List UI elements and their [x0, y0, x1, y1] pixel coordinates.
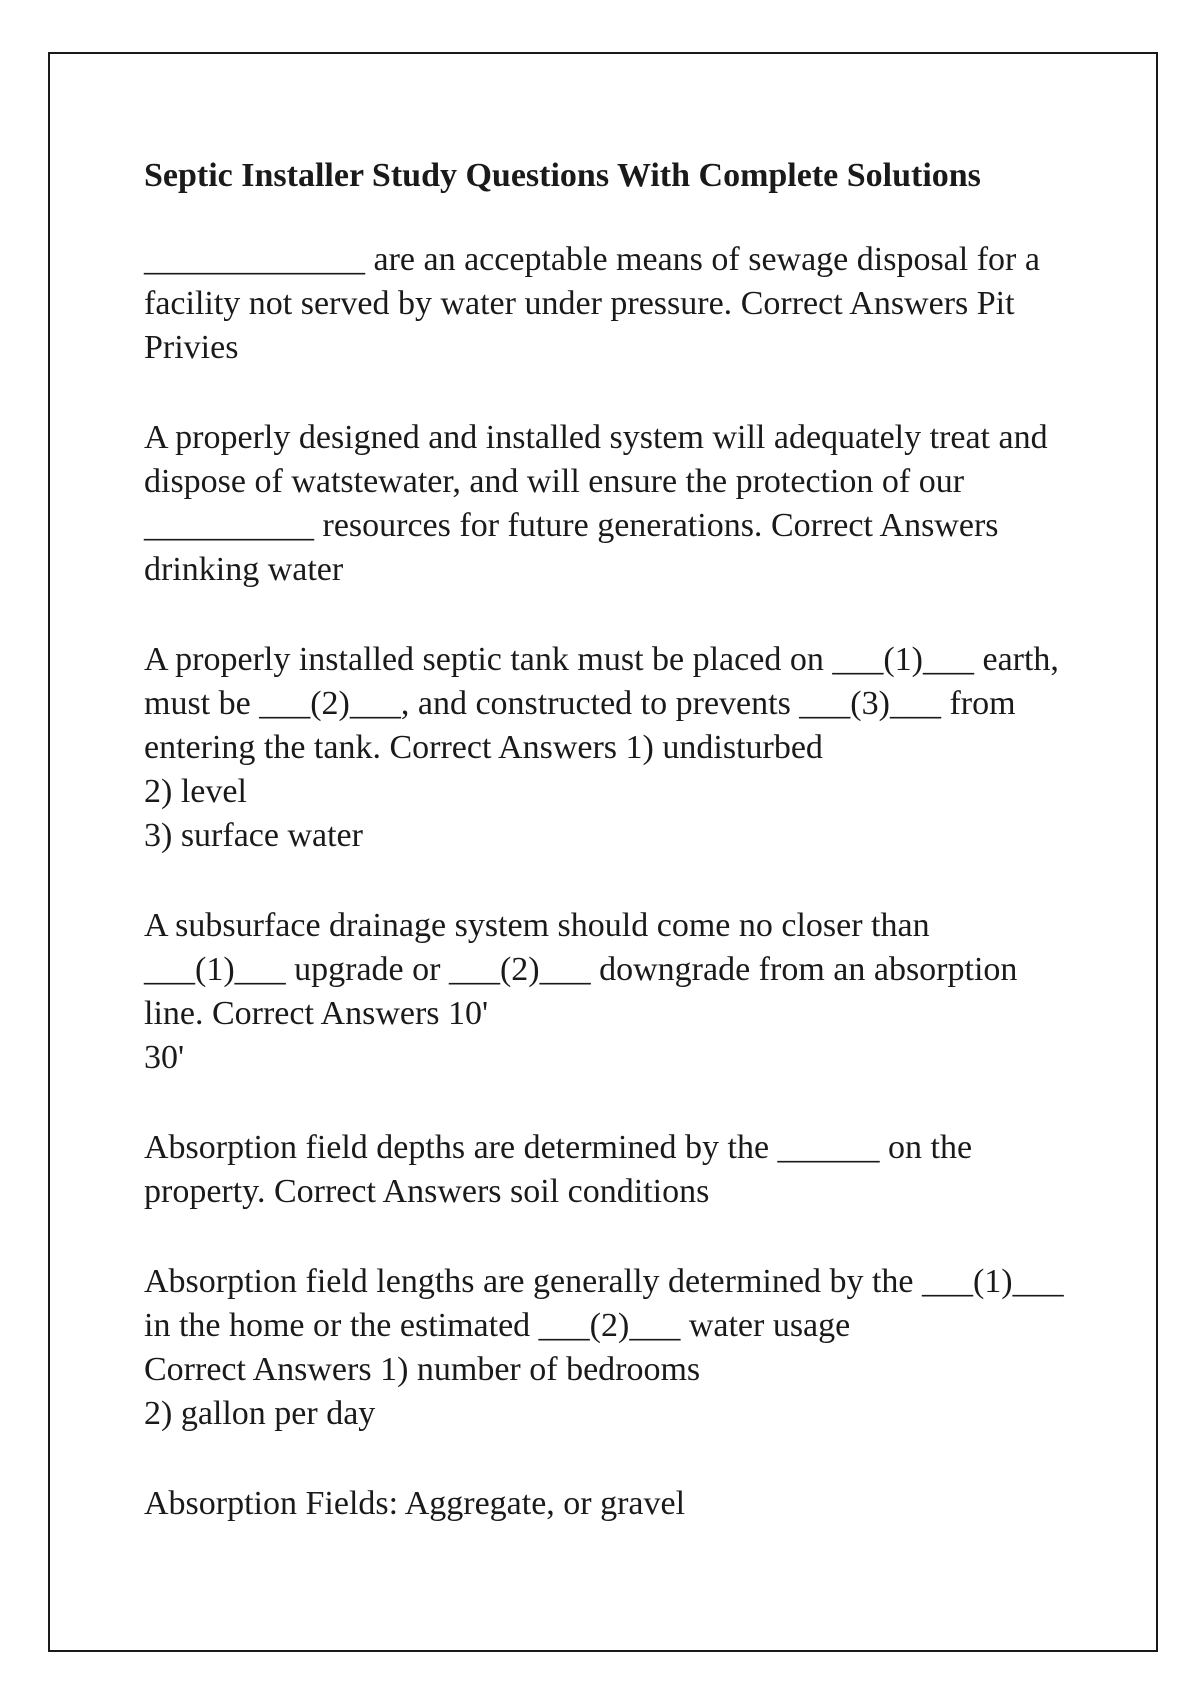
answer-label: Correct Answers — [144, 1351, 372, 1388]
answer-label: Correct Answers — [389, 729, 618, 766]
answer-label: Correct Answers — [211, 995, 440, 1032]
answer-text: Pit Privies — [144, 285, 1015, 366]
qa-item-6 — [144, 1260, 1074, 1436]
answer-label: Correct Answers — [740, 285, 969, 322]
answer-text: 1) undisturbed 2) level 3) surface water — [144, 729, 823, 854]
qa-item-7 — [144, 1482, 1074, 1526]
qa-item-5 — [144, 1126, 1074, 1214]
question-text: Absorption field depths are determined by the ______ on the property. — [144, 1129, 973, 1210]
answer-text: 10' 30' — [144, 995, 489, 1076]
question-text: _____________ are an acceptable means of sewage disposal for a facility not served by water under pressure. — [144, 241, 1040, 322]
answer-text: drinking water — [144, 551, 344, 588]
qa-item-2 — [144, 416, 1074, 592]
qa-item-4 — [144, 904, 1074, 1080]
qa-item-1 — [144, 238, 1074, 370]
question-text: Absorption Fields: Aggregate, or gravel — [144, 1485, 686, 1522]
question-text: A properly installed septic tank must be placed on ___(1)___ earth, must be ___(2)___, and constructed to prevents ___(3)___ from entering the tank. — [144, 641, 1059, 766]
qa-item-3 — [144, 638, 1074, 858]
answer-text: 1) number of bedrooms 2) gallon per day — [144, 1351, 701, 1432]
question-text: A properly designed and installed system will adequately treat and dispose of watstewater, and will ensure the protection of our __________ resources for future generations. — [144, 419, 1048, 544]
question-text: A subsurface drainage system should come no closer than ___(1)___ upgrade or ___(2)___ downgrade from an absorption line. — [144, 907, 1018, 1032]
answer-text: soil conditions — [510, 1173, 710, 1210]
document-content — [144, 154, 1074, 1572]
document-title: Septic Installer Study Questions With Complete Solutions — [144, 157, 981, 194]
answer-label: Correct Answers — [770, 507, 999, 544]
answer-label: Correct Answers — [273, 1173, 502, 1210]
document-page — [48, 52, 1158, 1652]
question-text: Absorption field lengths are generally determined by the ___(1)___ in the home or the estimated ___(2)___ water usage — [144, 1263, 1064, 1344]
